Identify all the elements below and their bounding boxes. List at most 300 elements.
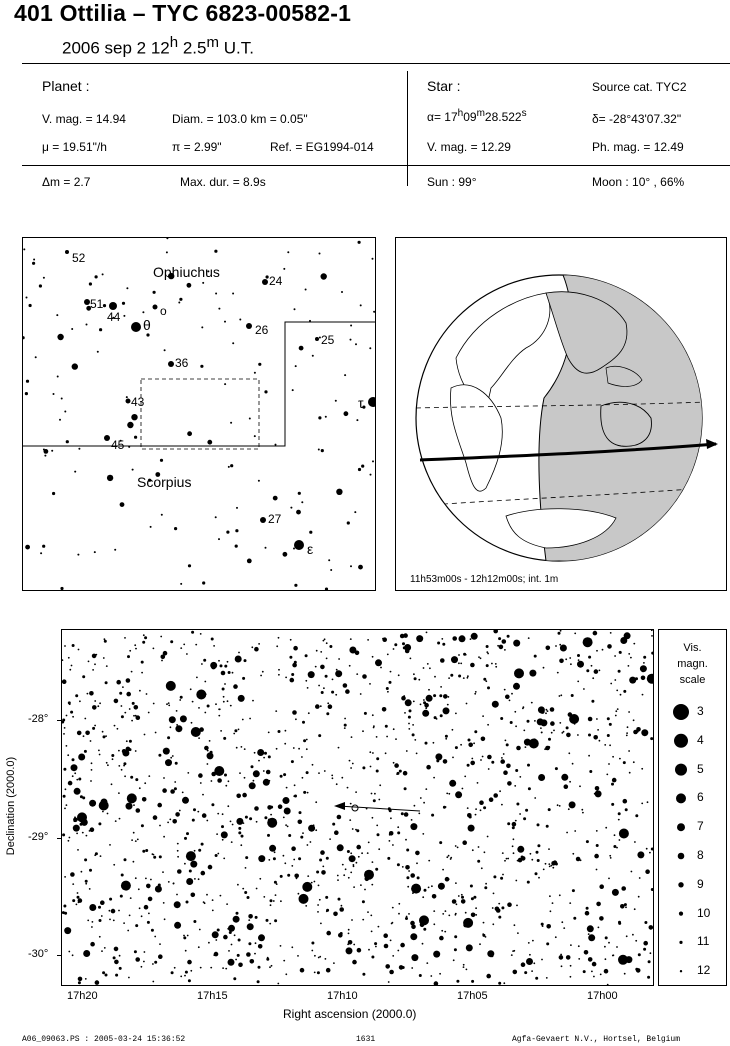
field-star [524,739,531,746]
globe-svg [396,238,726,590]
finder-star [40,552,42,554]
field-star [274,881,277,884]
header-divider-top [22,63,730,64]
field-star [326,931,331,936]
finder-star [298,492,301,495]
field-star [397,863,400,866]
field-star [337,815,342,820]
field-star [85,880,88,883]
field-star [169,716,176,723]
field-star [85,731,90,736]
field-star [462,788,464,790]
field-star [271,965,273,967]
field-star [455,791,462,798]
finder-star [94,551,96,553]
field-star [318,885,320,887]
field-star [158,954,163,959]
field-star [345,689,350,694]
finder-star [318,416,321,419]
field-star [438,883,445,890]
field-star [278,730,281,733]
field-star [167,822,169,824]
field-star [574,633,576,635]
field-star [455,713,457,715]
field-star [269,923,271,925]
ytick-mark-28 [57,720,61,721]
field-star [306,739,308,741]
field-star [78,754,85,761]
field-star [397,826,399,828]
field-star [374,942,377,945]
finder-star [66,440,69,443]
field-star [318,957,320,959]
field-star [254,752,256,754]
field-star [274,919,277,922]
field-star [386,736,388,738]
star-label-24: 24 [269,274,283,288]
field-star [349,855,356,862]
star-label-44: 44 [107,310,121,324]
field-star [483,678,486,681]
field-star [95,980,100,985]
field-star [273,900,275,902]
planet-parallax: π = 2.99" [172,140,222,154]
field-star [84,750,87,753]
field-star [70,711,73,714]
field-star [356,673,358,675]
field-star [502,874,504,876]
finder-star [294,308,296,310]
field-star [168,881,170,883]
field-star [111,909,116,914]
field-star [174,967,176,969]
field-star [559,805,561,807]
field-star [409,700,411,702]
field-star [177,856,179,858]
finder-star [160,459,163,462]
field-star [175,725,182,732]
field-star [183,935,185,937]
asteroid-path [334,802,420,811]
field-star [377,833,380,836]
field-star [387,857,390,860]
field-star [586,907,589,910]
field-star [376,770,379,773]
field-star [537,859,540,862]
field-star [470,885,473,888]
field-star [162,788,167,793]
field-star [510,721,513,724]
field-star [174,901,181,908]
field-star [187,772,189,774]
field-star [159,855,162,858]
field-star [560,645,567,652]
field-star [106,665,108,667]
field-star [223,737,226,740]
field-star [486,645,489,648]
field-star [216,833,218,835]
finder-star [358,468,361,471]
field-star [577,734,579,736]
field-star [486,664,489,667]
finder-star [180,583,182,585]
field-star [515,725,517,727]
field-star [403,771,408,776]
field-star [572,763,574,765]
field-star [72,883,74,885]
field-star [284,743,286,745]
field-star [126,803,133,810]
finder-star [215,516,217,518]
field-star [166,703,168,705]
field-star [404,787,407,790]
field-star [555,767,558,770]
field-star [217,853,219,855]
field-star [356,829,359,832]
field-star [384,944,389,949]
field-star [492,923,494,925]
field-star [278,637,280,639]
field-star [165,759,172,766]
field-star [388,981,390,983]
finder-named-star [104,435,110,441]
field-star [641,729,648,736]
field-star [414,805,416,807]
field-star [578,945,580,947]
field-star [546,825,549,828]
field-star [502,639,507,644]
field-star [311,950,313,952]
star-label-36: 36 [175,356,189,370]
field-star [405,649,410,654]
field-star [588,933,590,935]
field-star [470,761,475,766]
field-star [302,721,305,724]
field-star [356,845,361,850]
field-star [400,943,405,948]
field-star [455,914,457,916]
field-star [186,901,189,904]
field-star [572,889,575,892]
field-star [68,951,70,953]
field-star [251,765,254,768]
field-star [182,792,184,794]
field-star [389,970,394,975]
field-star [169,819,171,821]
field-star [519,813,521,815]
field-star [103,657,105,659]
field-star [607,644,612,649]
field-star [222,839,224,841]
field-star [518,858,523,863]
field-star [180,696,183,699]
field-star [583,637,593,647]
field-star [541,923,544,926]
field-star [433,742,435,744]
field-star [531,859,533,861]
field-star [280,775,283,778]
field-star [307,792,309,794]
field-star [133,715,135,717]
field-star [91,762,93,764]
field-star [294,661,297,664]
field-star [320,665,325,670]
field-star [433,777,435,779]
finder-chart [22,237,376,591]
field-star [255,916,258,919]
field-star [450,858,452,860]
field-star [241,746,243,748]
field-star [84,718,86,720]
field-star [458,675,461,678]
field-star [151,929,154,932]
field-star [424,703,429,708]
field-star [208,865,213,870]
field-star [155,886,162,893]
field-star [481,737,486,742]
field-star [641,803,643,805]
field-star [566,733,571,738]
finder-star [228,466,230,468]
field-star [458,662,460,664]
field-star [473,896,476,899]
field-star [527,764,530,767]
field-star [298,893,300,895]
field-star [594,854,599,859]
finder-star [239,319,241,321]
field-star [408,723,410,725]
field-star [433,694,436,697]
field-star [314,881,316,883]
field-star [512,950,514,952]
field-star [319,899,321,901]
ytick-label-28: -28° [28,713,49,725]
field-star [266,770,271,775]
field-star [588,755,590,757]
finder-star [72,363,78,369]
field-star [62,833,65,836]
field-star [135,750,137,752]
field-star [401,812,404,815]
field-star [285,677,287,679]
field-star [99,919,102,922]
field-star [425,707,427,709]
finder-star [358,241,361,244]
field-star [500,717,503,720]
field-star [99,754,101,756]
field-star [329,645,332,648]
field-star [303,739,306,742]
field-star [247,923,254,930]
field-star [78,981,81,984]
field-star [615,715,617,717]
field-star [350,767,352,769]
planet-vmag: V. mag. = 14.94 [42,112,126,126]
field-star [591,700,594,703]
field-star [233,684,238,689]
field-star [347,787,349,789]
field-star [474,730,477,733]
field-star [301,756,303,758]
field-star [299,894,309,904]
field-star [98,906,101,909]
field-star [255,942,257,944]
xtick-label-17h05: 17h05 [457,990,488,1002]
finder-star [283,268,285,270]
field-star [604,744,606,746]
field-star [118,750,120,752]
finder-named-star [131,322,141,332]
field-star [305,680,307,682]
field-star [507,822,510,825]
field-star [188,979,191,982]
field-star [479,943,481,945]
field-star [608,763,610,765]
field-star [221,831,228,838]
field-star [332,823,335,826]
field-star [433,951,440,958]
field-star [444,931,446,933]
field-star [321,691,324,694]
field-star [514,785,516,787]
field-star [535,872,538,875]
field-star [462,840,467,845]
field-star [92,669,94,671]
field-star [420,704,422,706]
field-star [630,657,632,659]
finder-star [350,325,352,327]
field-star [109,919,111,921]
field-star [228,671,231,674]
star-heading: Star : [427,78,461,94]
field-star [337,875,339,877]
field-star [499,645,504,650]
field-star [267,834,270,837]
field-star [179,810,181,812]
field-star [263,779,270,786]
field-star [394,763,399,768]
field-star [277,983,279,985]
field-star [372,656,374,658]
field-star [555,863,558,866]
finder-star [95,275,98,278]
field-star [534,738,536,740]
field-star [385,725,388,728]
field-star [321,870,326,875]
finder-star [318,449,320,451]
field-star [426,632,428,634]
field-star [286,787,288,789]
field-star [445,735,448,738]
field-star [76,833,78,835]
field-star [111,783,113,785]
field-star [645,869,650,874]
field-star [298,857,301,860]
field-star [452,636,457,641]
field-star [412,724,414,726]
finder-star [178,302,180,304]
field-star [221,671,226,676]
field-star [251,646,253,648]
field-star [616,946,618,948]
field-star [546,709,548,711]
field-star [210,967,212,969]
field-star [589,770,592,773]
field-star [362,973,365,976]
field-star [538,877,540,879]
field-star [512,822,517,827]
field-star [651,848,653,851]
field-star [326,712,329,715]
finder-star [247,559,252,564]
finder-star [103,304,106,307]
field-star [362,900,365,903]
field-star [482,715,484,717]
field-star [98,822,101,825]
field-star [369,683,371,685]
field-star [127,930,129,932]
field-star [249,718,251,720]
star-label-26: 26 [255,323,269,337]
field-star [101,915,103,917]
finder-star [369,347,371,349]
field-star [491,663,493,665]
field-star [109,844,111,846]
field-star [197,811,199,813]
field-star [113,956,116,959]
field-star [114,947,119,952]
field-star [493,893,495,895]
field-star [531,970,533,972]
field-star [345,868,347,870]
field-star [240,844,242,846]
field-star [189,870,192,873]
field-star [428,860,430,862]
field-star [538,774,545,781]
field-star [559,894,561,896]
finder-star [61,398,63,400]
field-star [509,700,511,702]
field-star [641,768,643,770]
field-star [540,719,547,726]
field-star [459,635,466,642]
field-star [599,884,604,889]
field-star [350,803,352,805]
field-star [496,908,501,913]
field-star [495,663,497,665]
field-star [327,702,329,704]
field-star [513,640,520,647]
field-star [559,659,564,664]
field-star [443,759,448,764]
field-star [133,861,135,863]
field-star [184,975,186,977]
field-star [538,706,545,713]
field-star [625,906,627,908]
field-star [186,832,189,835]
field-star [626,732,628,734]
field-star [597,729,599,731]
field-star [543,869,545,871]
field-star [555,936,557,938]
field-star [471,758,473,760]
field-star [647,801,649,803]
field-star [185,950,187,952]
finder-star [372,460,374,462]
finder-star [166,238,168,239]
asteroid-arrow [334,802,345,810]
finder-star [224,383,226,385]
